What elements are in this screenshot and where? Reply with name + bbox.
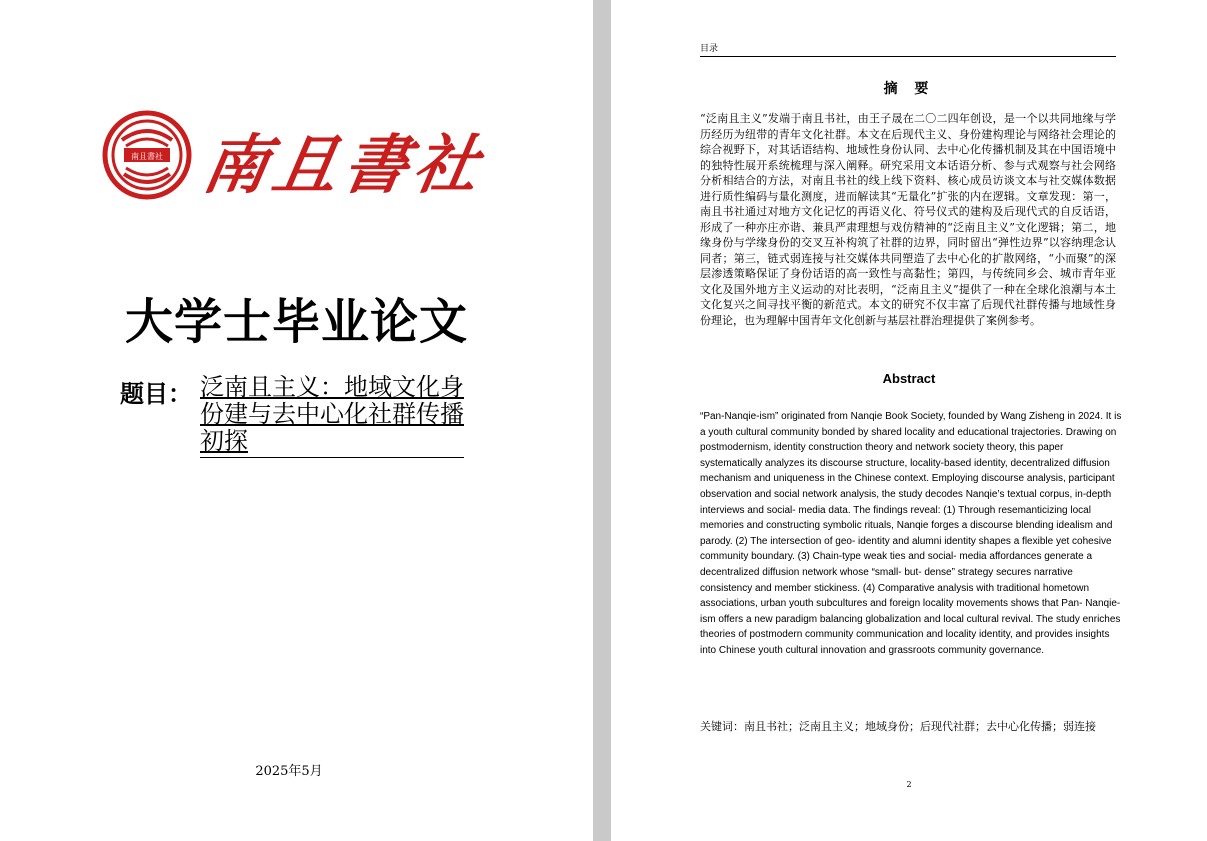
society-wordmark: 南且書社 — [197, 128, 491, 203]
thesis-title-text: 泛南且主义：地域文化身份建与去中心化社群传播初探 — [200, 373, 464, 455]
keywords: 关键词：南且书社；泛南且主义；地域身份；后现代社群；去中心化传播；弱连接 — [700, 720, 1096, 733]
thesis-type-heading: 大学士毕业论文 — [124, 294, 468, 350]
english-abstract-body: “Pan-Nanqie-ism” originated from Nanqie Book Society, founded by Wang Zisheng in 2024. It is a youth cultural community bonded by shared locality and educational trajectories. Drawing on postmodernism, identity construction theory and network society theory, this paper systematically analyzes its discourse structure, locality-based identity, decentralized diffusion mechanism and uniqueness in the Chinese context. Employing discourse analysis, participant observation and social network analysis, the study decodes Nanqie’s textual corpus, in-depth interviews and social- media data. The findings reveal: (1) Through resemanticizing local memories and constructing symbolic rituals, Nanqie forges a discourse blending idealism and parody. (2) The intersection of geo- identity and alumni identity shapes a flexible yet cohesive community boundary. (3) Chain-type weak ties and social- media affordances generate a decentralized diffusion network whose “small- but- dense” strategy secures narrative consistency and member stickiness. (4) Comparative analysis with traditional hometown associations, urban youth subcultures and foreign locality movements shows that Pan- Nanqie-ism offers a new paradigm balancing globalization and local cultural revival. The study enriches theories of postmodern community communication and locality identity, and provides insights into Chinese youth cultural innovation and grassroots community governance. — [700, 411, 1122, 656]
running-header: 目录 — [700, 41, 1116, 57]
society-seal-logo — [102, 110, 192, 200]
abstract-page — [611, 0, 1207, 841]
thesis-title — [200, 374, 464, 458]
svg-text:南且書社: 南且書社 — [131, 152, 163, 161]
page-number: 2 — [906, 780, 912, 789]
cover-page — [0, 0, 593, 841]
chinese-abstract-heading: 摘 要 — [883, 81, 935, 97]
submission-date: 2025年5月 — [255, 764, 323, 779]
title-label: 题目： — [120, 379, 192, 408]
chinese-abstract-body: “泛南且主义”发端于南且书社，由王子晟在二〇二四年创设，是一个以共同地缘与学历经历为纽带的青年文化社群。本文在后现代主义、身份建构理论与网络社会理论的综合视野下，对其话语结构、地域性身份认同、去中心化传播机制及其在中国语境中的独特性展开系统梳理与深入阐释。研究采用文本话语分析、参与式观察与社会网络分析相结合的方法，对南且书社的线上线下资料、核心成员访谈文本与社交媒体数据进行质性编码与量化测度，进而解读其“无量化”扩张的内在逻辑。文章发现：第一，南且书社通过对地方文化记忆的再语义化、符号仪式的建构及后现代式的自反话语，形成了一种亦庄亦谐、兼具严肃理想与戏仿精神的“泛南且主义”文化逻辑；第二，地缘身份与学缘身份的交叉互补构筑了社群的边界，同时留出“弹性边界”以容纳理念认同者；第三，链式弱连接与社交媒体共同塑造了去中心化的扩散网络，“小而聚”的深层渗透策略保证了身份话语的高一致性与高黏性；第四，与传统同乡会、城市青年亚文化及国外地方主义运动的对比表明，“泛南且主义”提供了一种在全球化浪潮与本土文化复兴之间寻找平衡的新范式。本文的研究不仅丰富了后现代社群传播与地域性身份理论，也为理解中国青年文化创新与基层社群治理提供了案例参考。 — [700, 112, 1116, 327]
english-abstract-heading: Abstract — [882, 371, 936, 386]
